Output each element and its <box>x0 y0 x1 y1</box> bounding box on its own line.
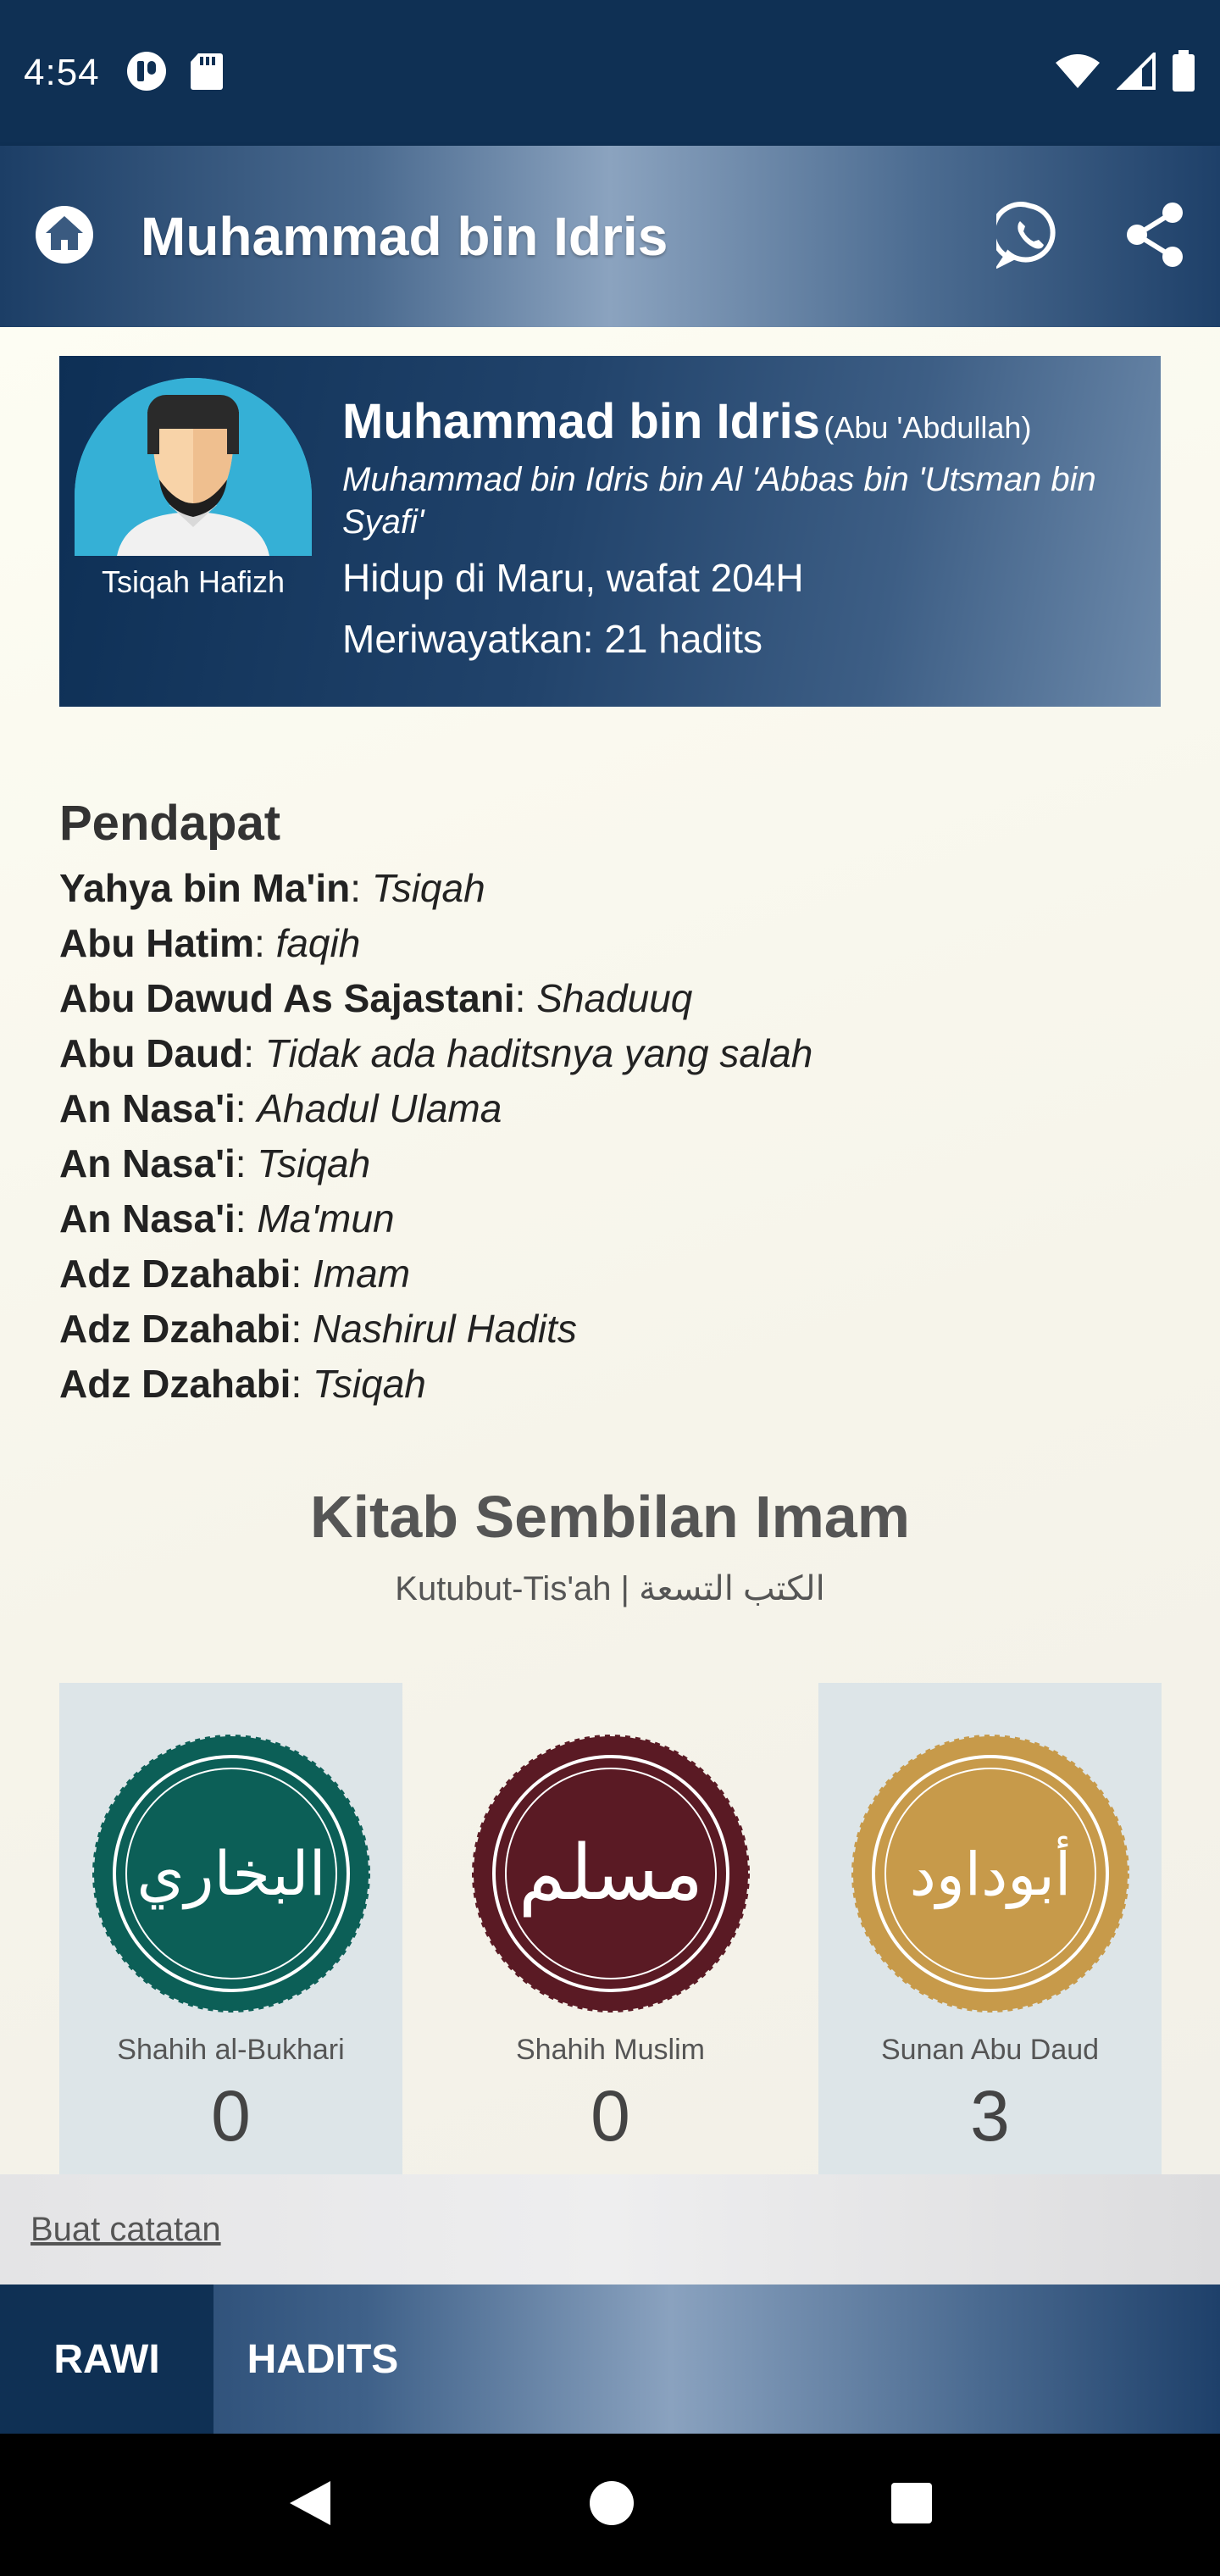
opinion-item: An Nasa'i: Tsiqah <box>59 1141 371 1185</box>
signal-icon <box>1117 53 1156 94</box>
kitab-count: 0 <box>211 2076 251 2156</box>
tab-hadits[interactable]: HADITS <box>247 2336 399 2382</box>
opinion-item: An Nasa'i: Ahadul Ulama <box>59 1086 502 1130</box>
narrator-full-name: Muhammad bin Idris bin Al 'Abbas bin 'Utsman bin Syafi' <box>342 461 1096 541</box>
opinion-item: Adz Dzahabi: Nashirul Hadits <box>59 1307 577 1351</box>
back-icon[interactable] <box>286 2478 334 2533</box>
kitab-name: Shahih Muslim <box>516 2034 705 2066</box>
page-title: Muhammad bin Idris <box>141 206 668 267</box>
kitab-card-muslim[interactable] <box>439 1683 782 2174</box>
home-nav-icon[interactable] <box>588 2479 635 2531</box>
narrator-kunyah: (Abu 'Abdullah) <box>824 410 1032 445</box>
wifi-icon <box>1054 53 1101 94</box>
opinion-item: Abu Dawud As Sajastani: Shaduuq <box>59 976 693 1020</box>
content-scroll[interactable] <box>0 327 1220 2174</box>
kitab-name: Shahih al-Bukhari <box>117 2034 345 2066</box>
app-bar <box>0 146 1220 327</box>
narrator-name: Muhammad bin Idris <box>342 394 820 449</box>
bottom-tab-bar <box>0 2285 1220 2434</box>
opinion-list <box>59 861 1161 1412</box>
opinion-item: Abu Hatim: faqih <box>59 921 361 965</box>
home-icon[interactable] <box>34 204 95 269</box>
create-note-link[interactable]: Buat catatan <box>30 2210 221 2248</box>
profile-card <box>59 356 1161 707</box>
status-time: 4:54 <box>24 52 100 93</box>
note-bar <box>0 2174 1220 2285</box>
bukhari-seal-icon <box>92 1734 371 2013</box>
sd-card-icon <box>190 52 224 95</box>
battery-icon <box>1171 50 1196 97</box>
abu-daud-seal-icon <box>851 1734 1130 2013</box>
status-bar <box>0 0 1220 146</box>
opinion-item: An Nasa'i: Ma'mun <box>59 1196 395 1241</box>
svg-text:أبوداود: أبوداود <box>909 1840 1071 1909</box>
opinions-heading: Pendapat <box>59 796 281 851</box>
grade-label: Tsiqah Hafizh <box>101 564 286 599</box>
kitab-count: 0 <box>591 2076 630 2156</box>
narrator-life: Hidup di Maru, wafat 204H <box>342 556 804 600</box>
kitab-subtitle: Kutubut-Tis'ah | الكتب التسعة <box>395 1570 825 1607</box>
opinion-item: Adz Dzahabi: Imam <box>59 1252 411 1296</box>
opinion-item: Abu Daud: Tidak ada haditsnya yang salah <box>59 1031 813 1075</box>
tab-rawi[interactable]: RAWI <box>0 2285 214 2434</box>
recents-icon[interactable] <box>890 2481 934 2529</box>
muslim-seal-icon <box>471 1734 751 2013</box>
avatar <box>75 378 312 556</box>
narration-count: Meriwayatkan: 21 hadits <box>342 617 763 661</box>
kitab-name: Sunan Abu Daud <box>880 2034 1100 2066</box>
kitab-card-abu-daud[interactable] <box>818 1683 1162 2174</box>
app-notification-icon <box>125 50 168 97</box>
svg-text:مسلم: مسلم <box>518 1829 703 1918</box>
system-nav-bar <box>0 2434 1220 2576</box>
kitab-card-bukhari[interactable] <box>59 1683 402 2174</box>
opinion-item: Adz Dzahabi: Tsiqah <box>59 1362 426 1406</box>
opinion-item: Yahya bin Ma'in: Tsiqah <box>59 866 485 910</box>
kitab-count: 3 <box>970 2076 1010 2156</box>
kitab-title: Kitab Sembilan Imam <box>310 1484 910 1550</box>
whatsapp-icon[interactable] <box>996 201 1064 273</box>
share-icon[interactable] <box>1123 201 1186 273</box>
svg-text:البخاري: البخاري <box>136 1838 326 1909</box>
